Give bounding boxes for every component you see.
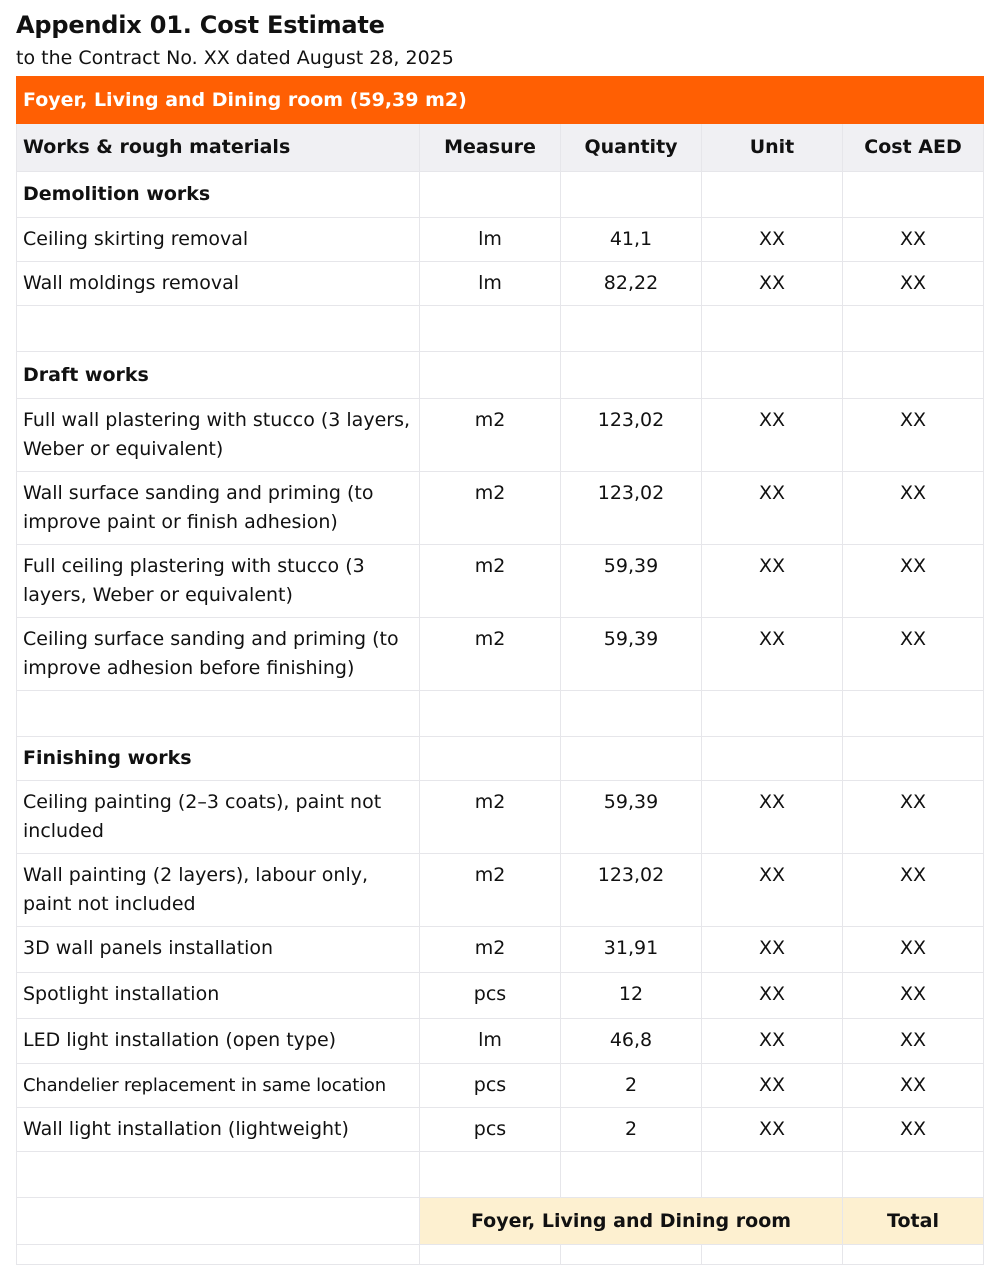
item-measure: m2 bbox=[420, 545, 561, 618]
item-unit: XX bbox=[702, 1108, 843, 1152]
table-row bbox=[17, 781, 984, 854]
table-row bbox=[17, 1108, 984, 1152]
item-cost: XX bbox=[843, 618, 984, 691]
col-header-measure: Measure bbox=[420, 124, 561, 172]
group-title: Draft works bbox=[17, 352, 420, 399]
group-row-demolition bbox=[17, 172, 984, 218]
item-measure: m2 bbox=[420, 399, 561, 472]
item-unit: XX bbox=[702, 399, 843, 472]
item-cost: XX bbox=[843, 545, 984, 618]
item-quantity: 59,39 bbox=[561, 618, 702, 691]
table-row bbox=[17, 927, 984, 973]
item-quantity: 31,91 bbox=[561, 927, 702, 973]
page-title: Appendix 01. Cost Estimate bbox=[16, 11, 385, 39]
item-cost: XX bbox=[843, 262, 984, 306]
item-name: Spotlight installation bbox=[17, 973, 420, 1019]
group-row-finishing bbox=[17, 737, 984, 781]
item-unit: XX bbox=[702, 854, 843, 927]
item-quantity: 2 bbox=[561, 1108, 702, 1152]
item-name: Full wall plastering with stucco (3 layers, Weber or equivalent) bbox=[17, 399, 420, 472]
item-cost: XX bbox=[843, 218, 984, 262]
item-cost: XX bbox=[843, 1108, 984, 1152]
item-measure: lm bbox=[420, 218, 561, 262]
item-unit: XX bbox=[702, 618, 843, 691]
item-unit: XX bbox=[702, 1019, 843, 1064]
item-quantity: 123,02 bbox=[561, 854, 702, 927]
summary-total-label: Total bbox=[843, 1198, 984, 1245]
item-measure: m2 bbox=[420, 472, 561, 545]
item-measure: lm bbox=[420, 262, 561, 306]
item-cost: XX bbox=[843, 399, 984, 472]
item-quantity: 82,22 bbox=[561, 262, 702, 306]
cost-table bbox=[16, 76, 984, 1265]
item-name: Wall painting (2 layers), labour only, paint not included bbox=[17, 854, 420, 927]
item-name: LED light installation (open type) bbox=[17, 1019, 420, 1064]
item-quantity: 59,39 bbox=[561, 781, 702, 854]
summary-room-label: Foyer, Living and Dining room bbox=[420, 1198, 843, 1245]
item-cost: XX bbox=[843, 854, 984, 927]
item-measure: pcs bbox=[420, 1064, 561, 1108]
item-measure: pcs bbox=[420, 1108, 561, 1152]
item-cost: XX bbox=[843, 1019, 984, 1064]
item-quantity: 59,39 bbox=[561, 545, 702, 618]
item-cost: XX bbox=[843, 1064, 984, 1108]
item-unit: XX bbox=[702, 1064, 843, 1108]
table-row bbox=[17, 472, 984, 545]
spacer-row bbox=[17, 1152, 984, 1198]
page-subtitle: to the Contract No. XX dated August 28, 2025 bbox=[16, 47, 454, 69]
item-name: Wall light installation (lightweight) bbox=[17, 1108, 420, 1152]
table-row bbox=[17, 1064, 984, 1108]
column-header-row bbox=[17, 124, 984, 172]
item-unit: XX bbox=[702, 262, 843, 306]
item-measure: lm bbox=[420, 1019, 561, 1064]
item-name: Full ceiling plastering with stucco (3 layers, Weber or equivalent) bbox=[17, 545, 420, 618]
table-row bbox=[17, 262, 984, 306]
col-header-cost: Cost AED bbox=[843, 124, 984, 172]
item-measure: pcs bbox=[420, 973, 561, 1019]
item-quantity: 123,02 bbox=[561, 472, 702, 545]
item-quantity: 12 bbox=[561, 973, 702, 1019]
item-unit: XX bbox=[702, 781, 843, 854]
spacer-row bbox=[17, 306, 984, 352]
group-title: Demolition works bbox=[17, 172, 420, 218]
item-quantity: 2 bbox=[561, 1064, 702, 1108]
item-quantity: 46,8 bbox=[561, 1019, 702, 1064]
spacer-row bbox=[17, 1245, 984, 1265]
col-header-quantity: Quantity bbox=[561, 124, 702, 172]
summary-row bbox=[17, 1198, 984, 1245]
item-cost: XX bbox=[843, 973, 984, 1019]
group-title: Finishing works bbox=[17, 737, 420, 781]
item-name: Ceiling skirting removal bbox=[17, 218, 420, 262]
item-measure: m2 bbox=[420, 618, 561, 691]
item-unit: XX bbox=[702, 927, 843, 973]
item-name: Wall moldings removal bbox=[17, 262, 420, 306]
table-row bbox=[17, 1019, 984, 1064]
item-unit: XX bbox=[702, 472, 843, 545]
item-cost: XX bbox=[843, 781, 984, 854]
item-quantity: 41,1 bbox=[561, 218, 702, 262]
item-measure: m2 bbox=[420, 854, 561, 927]
item-name: Ceiling painting (2–3 coats), paint not included bbox=[17, 781, 420, 854]
section-banner bbox=[17, 77, 984, 124]
group-row-draft bbox=[17, 352, 984, 399]
table-row bbox=[17, 854, 984, 927]
section-title: Foyer, Living and Dining room (59,39 m2) bbox=[17, 77, 984, 124]
item-name: Ceiling surface sanding and priming (to improve adhesion before finishing) bbox=[17, 618, 420, 691]
item-name: Wall surface sanding and priming (to improve paint or finish adhesion) bbox=[17, 472, 420, 545]
item-cost: XX bbox=[843, 472, 984, 545]
item-name: Chandelier replacement in same location bbox=[17, 1064, 420, 1108]
table-row bbox=[17, 618, 984, 691]
table-row bbox=[17, 399, 984, 472]
table-row bbox=[17, 545, 984, 618]
item-cost: XX bbox=[843, 927, 984, 973]
col-header-works: Works & rough materials bbox=[17, 124, 420, 172]
item-measure: m2 bbox=[420, 781, 561, 854]
item-quantity: 123,02 bbox=[561, 399, 702, 472]
table-row bbox=[17, 218, 984, 262]
item-unit: XX bbox=[702, 973, 843, 1019]
item-unit: XX bbox=[702, 545, 843, 618]
col-header-unit: Unit bbox=[702, 124, 843, 172]
item-unit: XX bbox=[702, 218, 843, 262]
item-name: 3D wall panels installation bbox=[17, 927, 420, 973]
table-row bbox=[17, 973, 984, 1019]
item-measure: m2 bbox=[420, 927, 561, 973]
spacer-row bbox=[17, 691, 984, 737]
